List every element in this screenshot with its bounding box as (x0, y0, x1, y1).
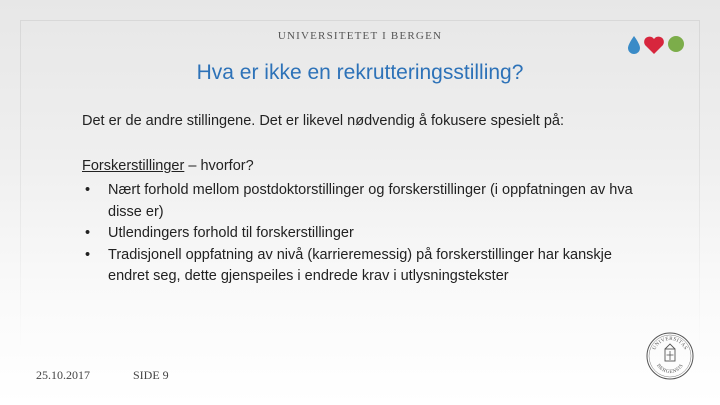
slide-title: Hva er ikke en rekrutteringsstilling? (196, 61, 524, 84)
slide-number: SIDE 9 (133, 368, 169, 382)
section-heading (82, 158, 254, 174)
intro-paragraph: Det er de andre stillingene. Det er likevel nødvendig å fokusere spesielt på: (82, 113, 564, 129)
heart-icon (644, 37, 664, 54)
university-seal-icon (645, 331, 695, 381)
svg-text:UNIVERSITAS: UNIVERSITAS (651, 335, 689, 352)
section-heading-link[interactable]: Forskerstillinger (82, 158, 185, 174)
bullet-text: Nært forhold mellom postdoktorstillinger og forskerstillinger (i oppfatningen av hva disse er) (108, 182, 633, 220)
bullet-text: Utlendingers forhold til forskerstillinger (108, 225, 354, 241)
bullet-item (82, 223, 652, 245)
bullet-mark: • (85, 182, 91, 198)
bullet-list (82, 180, 652, 288)
bullet-mark: • (85, 225, 91, 241)
svg-text:BERGENSIS: BERGENSIS (655, 362, 685, 376)
bullet-mark: • (85, 246, 91, 263)
university-logo (626, 32, 688, 56)
bullet-text: Tradisjonell oppfatning av nivå (karrieremessig) på forskerstillinger har kanskje endret seg, dette gjenspeiles i endrede krav i utlysningstekster (108, 246, 612, 284)
circle-icon (668, 36, 684, 52)
slide-frame-top (20, 20, 700, 21)
organization-name: UNIVERSITETET I BERGEN (277, 30, 443, 42)
bullet-item (82, 180, 652, 223)
water-drop-icon (628, 36, 640, 54)
bullet-item (82, 245, 652, 288)
section-heading-rest: – hvorfor? (184, 158, 254, 174)
footer-date: 25.10.2017 (36, 368, 90, 382)
